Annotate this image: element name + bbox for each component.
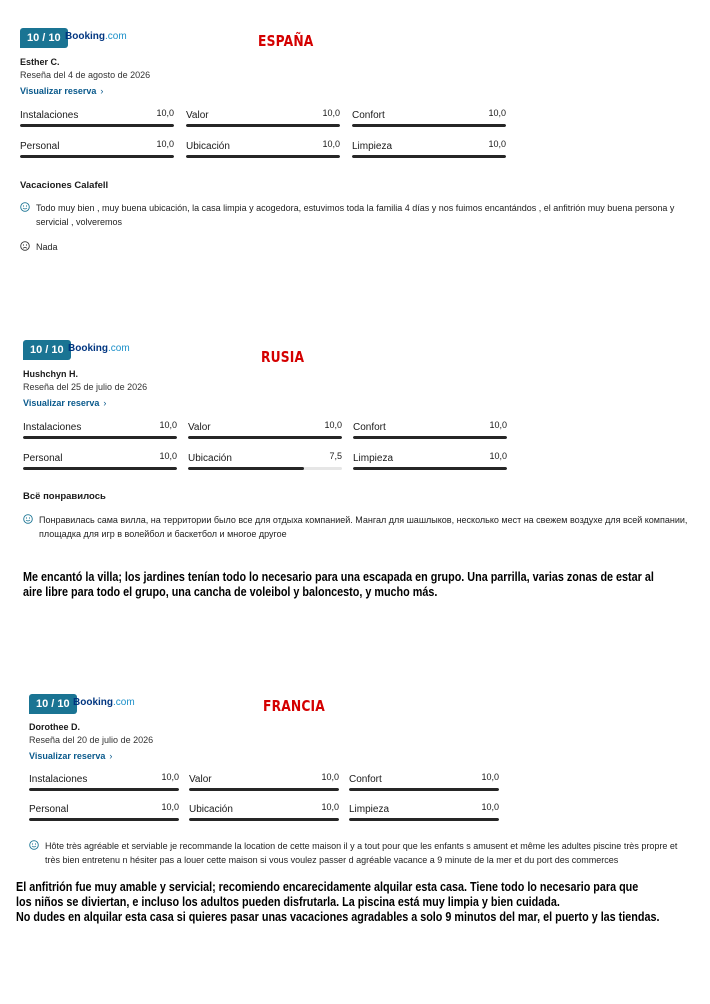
rating-instalaciones: Instalaciones 10,0 xyxy=(20,110,174,128)
positive-comment: Понравилась сама вилла, на территории было все для отдыха компанией. Мангал для шашлыков, несколько мест на свежем воздухе для всей компании, площадка для игр в волейбол и баскетбол и многое другое xyxy=(23,513,693,541)
review-date: Reseña del 25 de julio de 2026 xyxy=(23,382,148,392)
view-booking-link[interactable]: Visualizar reserva › xyxy=(23,398,107,408)
translation-text-france xyxy=(16,879,705,924)
translation-line: No dudes en alquilar esta casa si quieres pasar unas vacaciones agradables a solo 9 minutos del mar, el puerto y las tiendas. xyxy=(16,909,660,924)
chevron-right-icon: › xyxy=(109,751,113,761)
review-card-spain xyxy=(20,28,675,268)
sad-face-icon xyxy=(20,241,30,251)
smile-icon xyxy=(23,514,33,524)
rating-valor: Valor 10,0 xyxy=(189,774,339,792)
translation-line: El anfitrión fue muy amable y servicial; recomiendo encarecidamente alquilar esta casa. Tiene todo lo necesario para que xyxy=(16,879,639,894)
negative-comment: Nada xyxy=(20,240,320,254)
review-title: Vacaciones Calafell xyxy=(20,180,109,191)
rating-personal: Personal 10,0 xyxy=(20,141,174,159)
score-badge: 10 / 10 xyxy=(20,28,68,48)
rating-limpieza: Limpieza 10,0 xyxy=(349,804,499,822)
smile-icon xyxy=(20,202,30,212)
booking-logo: Booking.com xyxy=(65,31,127,42)
country-label: RUSIA xyxy=(261,348,305,366)
review-date: Reseña del 4 de agosto de 2026 xyxy=(20,70,151,80)
reviewer-name: Hushchyn H. xyxy=(23,369,79,379)
rating-valor: Valor 10,0 xyxy=(188,422,342,440)
rating-instalaciones: Instalaciones 10,0 xyxy=(29,774,179,792)
review-date: Reseña del 20 de julio de 2026 xyxy=(29,735,154,745)
rating-limpieza: Limpieza 10,0 xyxy=(352,141,506,159)
review-title: Всё понравилось xyxy=(23,491,106,502)
rating-ubicacion: Ubicación 10,0 xyxy=(189,804,339,822)
booking-logo: Booking.com xyxy=(68,343,130,354)
chevron-right-icon: › xyxy=(103,398,107,408)
rating-limpieza: Limpieza 10,0 xyxy=(353,453,507,471)
rating-personal: Personal 10,0 xyxy=(29,804,179,822)
smile-icon xyxy=(29,840,39,850)
country-label: ESPAÑA xyxy=(258,32,314,50)
view-booking-link[interactable]: Visualizar reserva › xyxy=(29,751,113,761)
booking-logo: Booking.com xyxy=(73,697,135,708)
rating-confort: Confort 10,0 xyxy=(353,422,507,440)
score-badge: 10 / 10 xyxy=(23,340,71,360)
translation-line: los niños se diviertan, e incluso los adultos pueden disfrutarla. La piscina está muy limpia y bien cuidada. xyxy=(16,894,560,909)
score-badge: 10 / 10 xyxy=(29,694,77,714)
rating-instalaciones: Instalaciones 10,0 xyxy=(23,422,177,440)
translation-text: Me encantó la villa; los jardines tenían todo lo necesario para una escapada en grupo. Una parrilla, varias zonas de estar al aire libre para todo el grupo, una cancha de voleibol y baloncesto, y mucho más. xyxy=(23,569,654,599)
review-card-france xyxy=(29,694,699,874)
reviewer-name: Dorothee D. xyxy=(29,722,81,732)
rating-ubicacion: Ubicación 7,5 xyxy=(188,453,342,471)
rating-confort: Confort 10,0 xyxy=(349,774,499,792)
rating-valor: Valor 10,0 xyxy=(186,110,340,128)
country-label: FRANCIA xyxy=(263,697,325,715)
reviewer-name: Esther C. xyxy=(20,57,60,67)
rating-personal: Personal 10,0 xyxy=(23,453,177,471)
rating-confort: Confort 10,0 xyxy=(352,110,506,128)
chevron-right-icon: › xyxy=(100,86,104,96)
positive-comment: Todo muy bien , muy buena ubicación, la casa limpia y acogedora, estuvimos toda la familia 4 días y nos fuimos encantándos , el anfitrión muy buena persona y servicial , volveremos xyxy=(20,201,690,229)
positive-comment: Hôte très agréable et serviable je recommande la location de cette maison il y a tout pour que les enfants s amusent et même les adultes piscine très propre et très bien entretenu n hésiter pas a louer cette maison si vous voulez passer d agréable vacance a 9 minute de la mer et du port des commerces xyxy=(29,839,694,867)
review-card-russia xyxy=(23,340,703,610)
rating-ubicacion: Ubicación 10,0 xyxy=(186,141,340,159)
view-booking-link[interactable]: Visualizar reserva › xyxy=(20,86,104,96)
